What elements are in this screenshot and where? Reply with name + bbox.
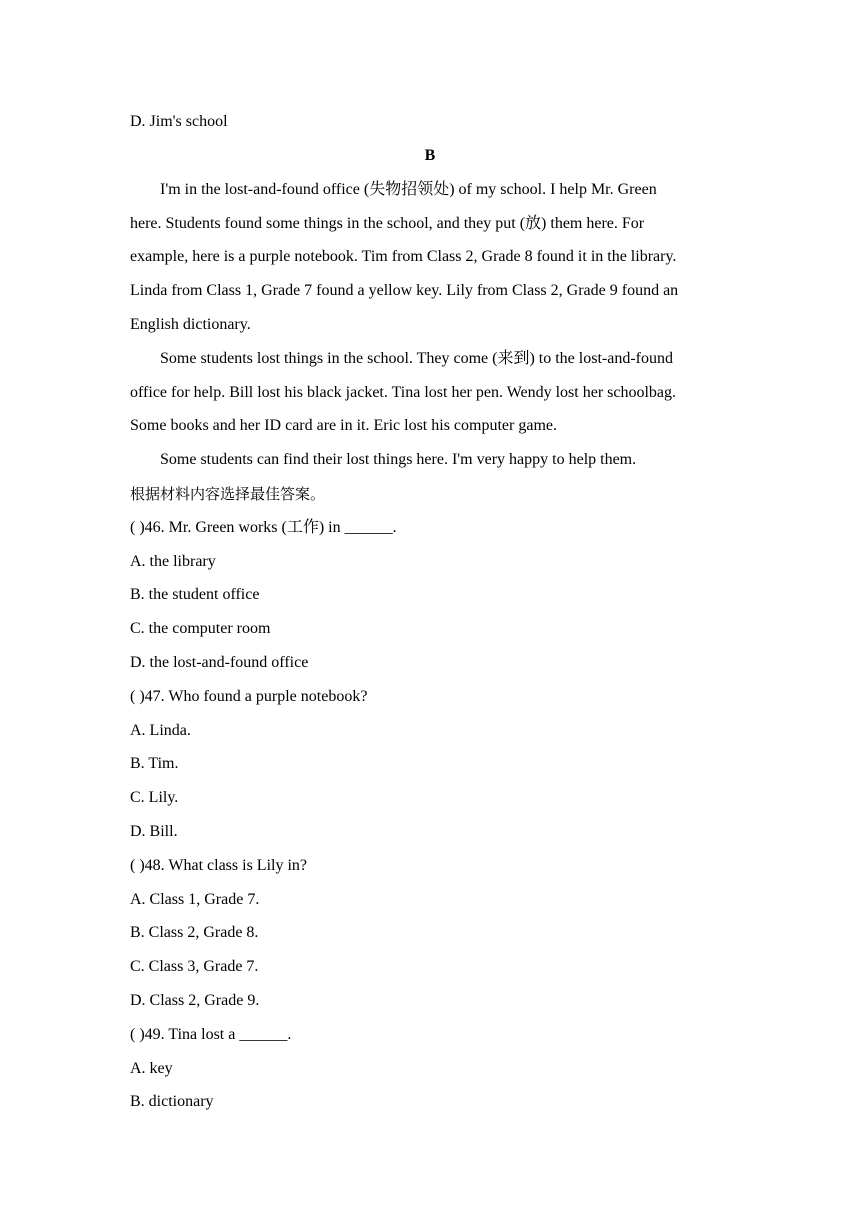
passage-line: I'm in the lost-and-found office (失物招领处) of my school. I help Mr. Green <box>160 181 657 198</box>
answer-option: C. the computer room <box>130 620 271 637</box>
answer-option: D. Class 2, Grade 9. <box>130 992 260 1009</box>
answer-option: A. key <box>130 1060 173 1077</box>
answer-option: A. Class 1, Grade 7. <box>130 891 260 908</box>
answer-option: D. the lost-and-found office <box>130 654 309 671</box>
question-stem: ( )46. Mr. Green works (工作) in ______. <box>130 519 397 536</box>
answer-option: C. Lily. <box>130 789 179 806</box>
question-stem: ( )48. What class is Lily in? <box>130 857 307 874</box>
answer-option: D. Bill. <box>130 823 178 840</box>
passage-line: Some books and her ID card are in it. Eric lost his computer game. <box>130 417 557 434</box>
passage-line: example, here is a purple notebook. Tim from Class 2, Grade 8 found it in the library. <box>130 248 677 265</box>
passage-line: English dictionary. <box>130 316 251 333</box>
passage-line: Linda from Class 1, Grade 7 found a yellow key. Lily from Class 2, Grade 9 found an <box>130 282 679 299</box>
passage-line: Some students can find their lost things here. I'm very happy to help them. <box>160 451 637 468</box>
answer-option: B. the student office <box>130 586 260 603</box>
answer-option: B. dictionary <box>130 1093 214 1110</box>
passage-line: office for help. Bill lost his black jacket. Tina lost her pen. Wendy lost her schoolbag. <box>130 384 677 401</box>
passage-line: here. Students found some things in the school, and they put (放) them here. For <box>130 215 645 232</box>
answer-option: B. Class 2, Grade 8. <box>130 924 259 941</box>
answer-option: C. Class 3, Grade 7. <box>130 958 259 975</box>
answer-option: A. the library <box>130 553 216 570</box>
previous-option-d: D. Jim's school <box>130 113 228 130</box>
answer-option: A. Linda. <box>130 722 191 739</box>
question-stem: ( )47. Who found a purple notebook? <box>130 688 368 705</box>
passage-line: Some students lost things in the school. They come (来到) to the lost-and-found <box>160 350 673 367</box>
section-title: B <box>424 147 436 164</box>
question-stem: ( )49. Tina lost a ______. <box>130 1026 292 1043</box>
answer-option: B. Tim. <box>130 755 179 772</box>
instruction: 根据材料内容选择最佳答案。 <box>130 485 326 503</box>
